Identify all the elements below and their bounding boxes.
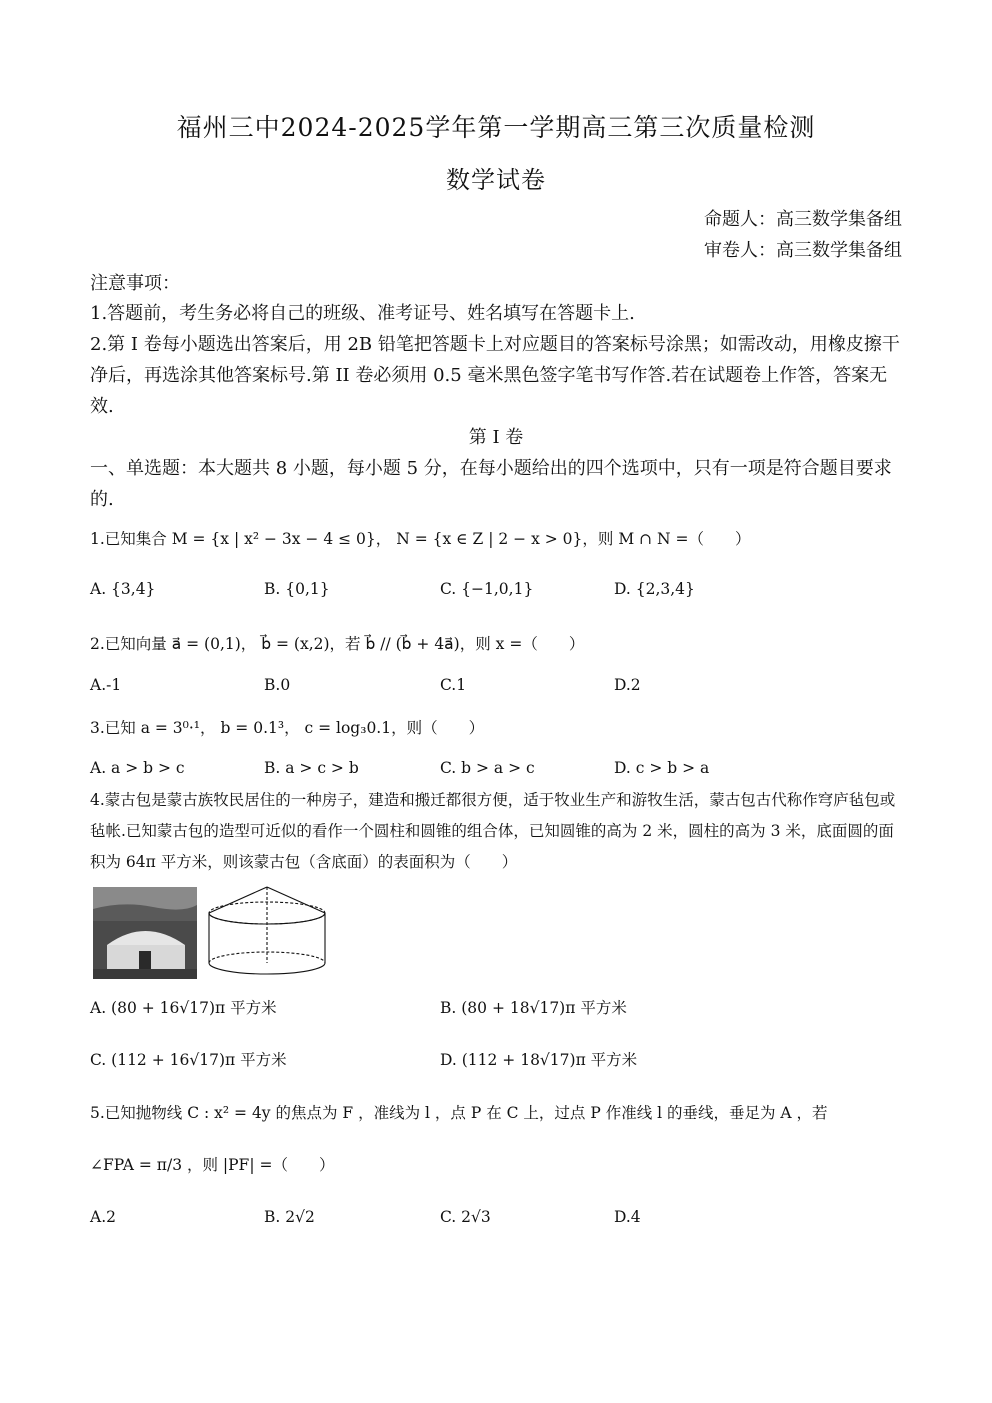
question-1-stem: 1.已知集合 M = {x | x² − 3x − 4 ≤ 0}， N = {x ∈ Z | 2 − x > 0}，则 M ∩ N =（ ） (90, 530, 751, 548)
part-label: 第 I 卷 (468, 427, 524, 448)
author-line: 命题人：高三数学集备组 (704, 209, 902, 230)
q3-option-c: C. b > a > c (440, 759, 535, 777)
cylinder-cone-diagram (204, 883, 330, 979)
question-2-stem: 2.已知向量 a⃗ = (0,1)， b⃗ = (x,2)，若 b⃗ // (b⃗ + 4a⃗)，则 x =（ ） (90, 635, 585, 653)
section-title: 一、单选题：本大题共 8 小题，每小题 5 分，在每小题给出的四个选项中，只有一项是符合题目要求的. (90, 458, 892, 510)
question-5-stem-line-2: ∠FPA = π/3 ，则 |PF| =（ ） (90, 1156, 335, 1174)
q2-option-c: C.1 (440, 676, 467, 694)
question-3-stem: 3.已知 a = 3⁰·¹， b = 0.1³， c = log₃0.1，则（ ） (90, 719, 485, 737)
reviewer-line: 审卷人：高三数学集备组 (704, 240, 902, 261)
q4-option-a: A. (80 + 16√17)π 平方米 (90, 999, 277, 1017)
q5-option-b: B. 2√2 (264, 1208, 315, 1226)
q1-option-b: B. {0,1} (264, 580, 330, 598)
q5-option-a: A.2 (90, 1208, 116, 1226)
page-subtitle: 数学试卷 (446, 166, 546, 194)
notes-item-2: 2.第 I 卷每小题选出答案后，用 2B 铅笔把答题卡上对应题目的答案标号涂黑；如需改动，用橡皮擦干净后，再选涂其他答案标号.第 II 卷必须用 0.5 毫米黑色签字笔书写作答.若在试题卷上作答，答案无效. (90, 334, 900, 417)
question-5-stem-line-1: 5.已知抛物线 C : x² = 4y 的焦点为 F ，准线为 l ，点 P 在 C 上，过点 P 作准线 l 的垂线，垂足为 A ，若 (90, 1104, 828, 1122)
yurt-photo (93, 887, 197, 979)
q5-option-d: D.4 (614, 1208, 641, 1226)
page-title: 福州三中2024-2025学年第一学期高三第三次质量检测 (176, 113, 816, 142)
notes-item-1: 1.答题前，考生务必将自己的班级、准考证号、姓名填写在答题卡上. (90, 303, 635, 324)
q1-option-a: A. {3,4} (90, 580, 156, 598)
q3-option-a: A. a > b > c (90, 759, 185, 777)
q1-option-d: D. {2,3,4} (614, 580, 695, 598)
notes-heading: 注意事项： (90, 273, 180, 294)
q3-option-d: D. c > b > a (614, 759, 710, 777)
q4-option-b: B. (80 + 18√17)π 平方米 (440, 999, 627, 1017)
q3-option-b: B. a > c > b (264, 759, 359, 777)
q4-option-c: C. (112 + 16√17)π 平方米 (90, 1051, 287, 1069)
q5-option-c: C. 2√3 (440, 1208, 491, 1226)
q4-option-d: D. (112 + 18√17)π 平方米 (440, 1051, 638, 1069)
question-4-stem: 4.蒙古包是蒙古族牧民居住的一种房子，建造和搬迁都很方便，适于牧业生产和游牧生活，蒙古包古代称作穹庐毡包或毡帐.已知蒙古包的造型可近似的看作一个圆柱和圆锥的组合体，已知圆锥的高为 2 米，圆柱的高为 3 米，底面圆的面积为 64π 平方米，则该蒙古包（含底面）的表面积为（ ） (90, 791, 896, 871)
q2-option-d: D.2 (614, 676, 641, 694)
q1-option-c: C. {−1,0,1} (440, 580, 534, 598)
q2-option-b: B.0 (264, 676, 291, 694)
q2-option-a: A.-1 (90, 676, 122, 694)
